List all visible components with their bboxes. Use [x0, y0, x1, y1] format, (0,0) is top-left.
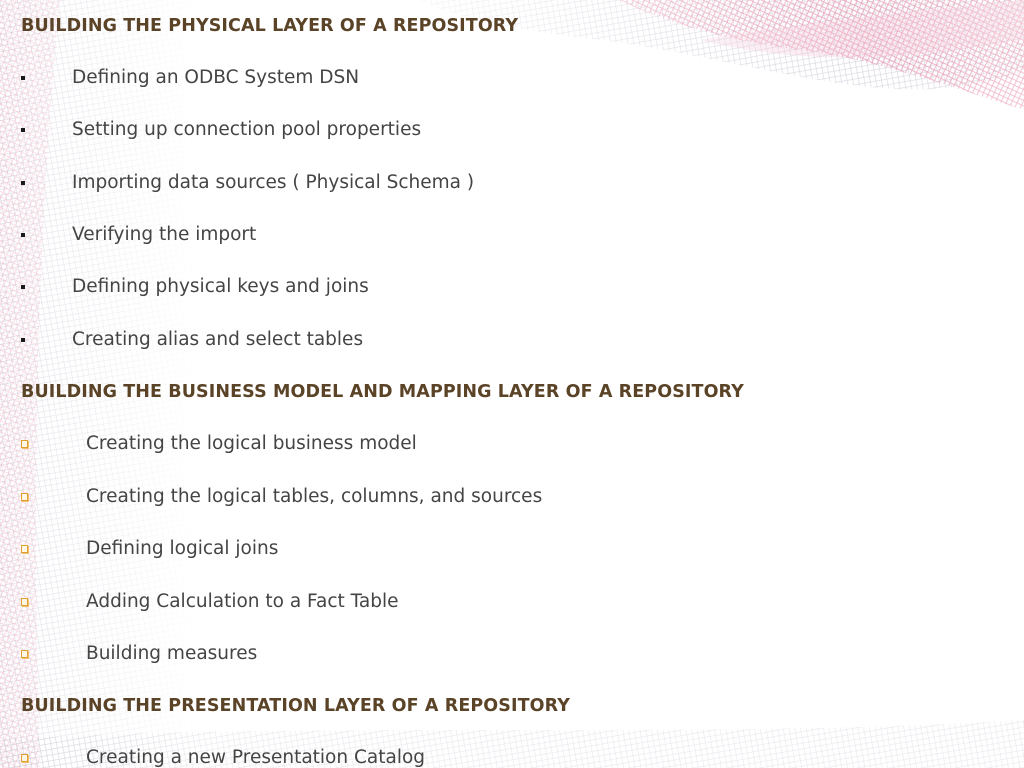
square-bullet-icon [21, 233, 25, 237]
list-item-text: Defining logical joins [86, 538, 279, 559]
list-item-text: Creating a new Presentation Catalog [86, 747, 426, 768]
square-bullet-icon [21, 338, 25, 342]
list-item-text: Creating the logical tables, columns, and sources [86, 486, 543, 507]
list-item [0, 220, 1024, 250]
section-heading-presentation-layer: BUILDING THE PRESENTATION LAYER OF A REPOSITORY [21, 696, 570, 716]
list-item [0, 639, 1024, 669]
section-heading-physical-layer: BUILDING THE PHYSICAL LAYER OF A REPOSITORY [21, 16, 519, 36]
list-item [0, 115, 1024, 145]
square-bullet-icon [21, 128, 25, 132]
list-item [0, 272, 1024, 302]
list-item-text: Building measures [86, 643, 258, 664]
square-bullet-icon [21, 181, 25, 185]
list-item [0, 743, 1024, 768]
hollow-box-bullet-icon [21, 650, 28, 658]
square-bullet-icon [21, 76, 25, 80]
hollow-box-bullet-icon [21, 440, 28, 448]
hollow-box-bullet-icon [21, 754, 28, 762]
list-item-text: Creating alias and select tables [72, 329, 364, 350]
list-item [0, 168, 1024, 198]
hollow-box-bullet-icon [21, 545, 28, 553]
list-item-text: Setting up connection pool properties [72, 119, 422, 140]
square-bullet-icon [21, 285, 25, 289]
hollow-box-bullet-icon [21, 598, 28, 606]
list-item [0, 325, 1024, 355]
section-heading-business-model-layer: BUILDING THE BUSINESS MODEL AND MAPPING LAYER OF A REPOSITORY [21, 382, 744, 402]
hollow-box-bullet-icon [21, 493, 28, 501]
list-item [0, 534, 1024, 564]
list-item [0, 63, 1024, 93]
list-item-text: Verifying the import [72, 224, 257, 245]
list-item-text: Adding Calculation to a Fact Table [86, 591, 399, 612]
list-item [0, 587, 1024, 617]
list-item [0, 482, 1024, 512]
list-item-text: Defining an ODBC System DSN [72, 67, 360, 88]
list-item-text: Creating the logical business model [86, 433, 417, 454]
list-item-text: Importing data sources ( Physical Schema ) [72, 172, 475, 193]
list-item-text: Defining physical keys and joins [72, 276, 369, 297]
list-item [0, 429, 1024, 459]
